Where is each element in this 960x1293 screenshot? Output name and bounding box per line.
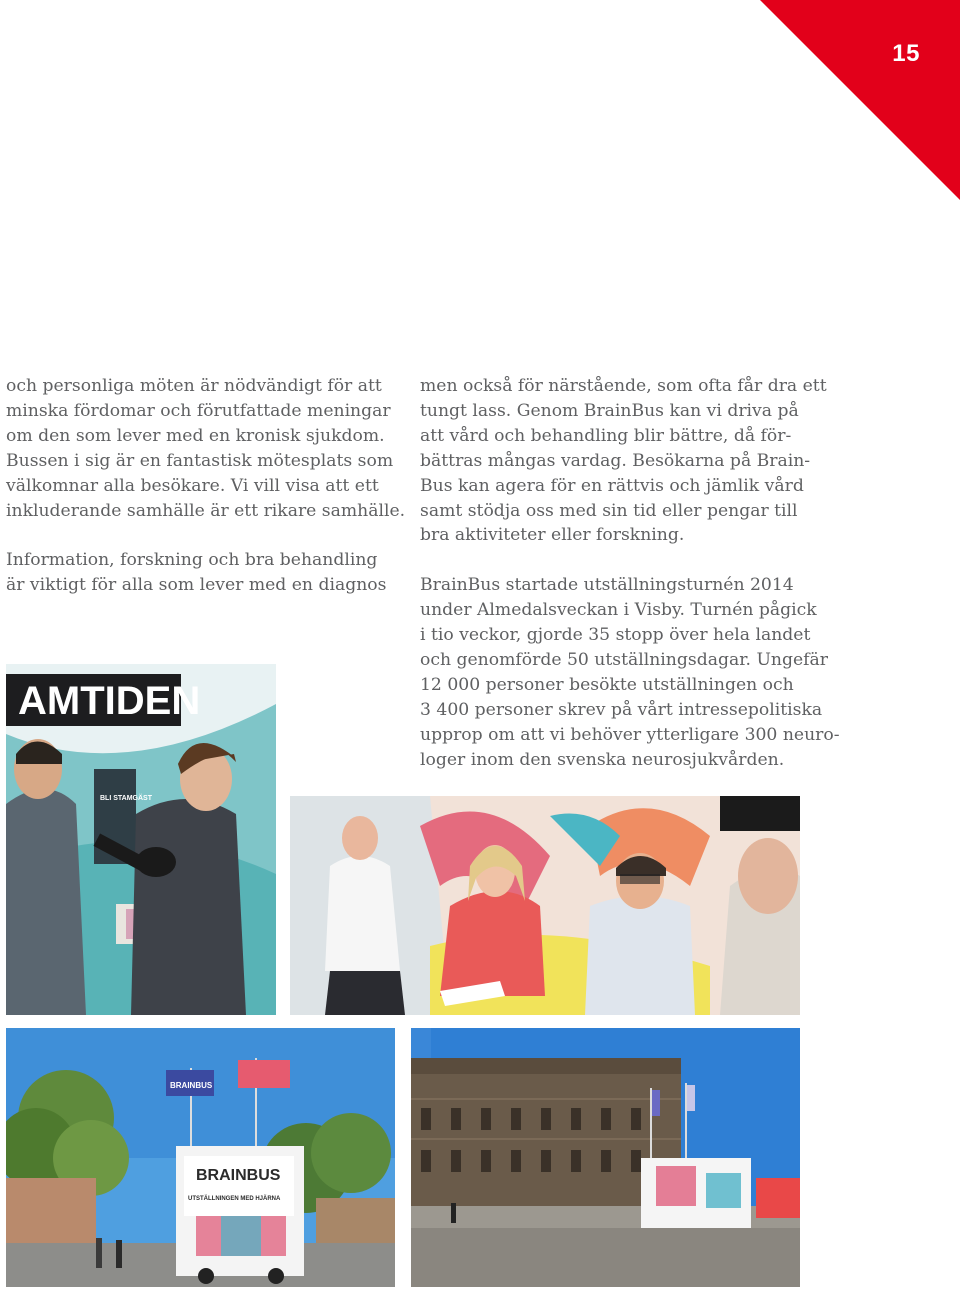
corner-accent xyxy=(760,0,960,200)
photo-bus-flags xyxy=(6,1028,395,1287)
right-text-column xyxy=(420,374,840,773)
left-paragraph-1 xyxy=(6,374,406,523)
text-line: men också för närstående, som ofta får dra ett xyxy=(420,376,827,396)
text-line: Bussen i sig är en fantastisk mötesplats som xyxy=(6,450,394,471)
text-line: loger inom den svenska neurosjukvården. xyxy=(420,749,785,770)
flag-text: BRAINBUS xyxy=(170,1081,213,1090)
text-line: är viktigt för alla som lever med en diagnos xyxy=(6,575,387,596)
text-line: Bus kan agera för en rättvis och jämlik vård xyxy=(420,475,804,496)
right-paragraph-2 xyxy=(420,573,840,772)
text-line: Information, forskning och bra behandling xyxy=(6,550,378,571)
corner-triangle xyxy=(760,0,960,200)
text-line: BrainBus startade utställningsturnén 2014 xyxy=(420,575,794,596)
text-line: bra aktiviteter eller forskning. xyxy=(420,525,685,546)
text-line: att vård och behandling blir bättre, då för- xyxy=(420,425,792,446)
text-line: tungt lass. Genom BrainBus kan vi driva på xyxy=(420,400,799,421)
photo-panel xyxy=(290,796,800,1015)
photo-bus-palace xyxy=(411,1028,800,1287)
text-line: och genomförde 50 utställningsdagar. Ungefär xyxy=(420,650,829,671)
text-line: och personliga möten är nödvändigt för att xyxy=(6,376,382,396)
left-text-column xyxy=(6,374,406,598)
sign-text: AMTIDEN xyxy=(18,679,201,723)
text-line: 3 400 personer skrev på vårt intressepolitiska xyxy=(420,699,823,720)
text-line: om den som lever med en kronisk sjukdom. xyxy=(6,425,385,446)
text-line: minska fördomar och förutfattade meningar xyxy=(6,400,391,421)
photo-interview xyxy=(6,664,276,1015)
text-line: 12 000 personer besökte utställningen och xyxy=(420,674,794,695)
text-line: inkluderande samhälle är ett rikare samhälle. xyxy=(6,500,406,521)
bus-subtitle-text: UTSTÄLLNINGEN MED HJÄRNA xyxy=(188,1196,281,1202)
right-paragraph-1 xyxy=(420,374,827,548)
text-line: upprop om att vi behöver ytterligare 300 neuro- xyxy=(420,724,840,745)
text-line: välkomnar alla besökare. Vi vill visa att ett xyxy=(6,475,379,496)
text-line: i tio veckor, gjorde 35 stopp över hela landet xyxy=(420,625,811,646)
text-line: bättras mångas vardag. Besökarna på Brain- xyxy=(420,450,811,471)
text-line: under Almedalsveckan i Visby. Turnén pågick xyxy=(420,600,817,621)
page-number: 15 xyxy=(892,40,920,67)
bus-logo-text: BRAINBUS xyxy=(196,1167,281,1184)
left-paragraph-2 xyxy=(6,548,396,598)
text-line: samt stödja oss med sin tid eller pengar till xyxy=(420,500,798,521)
poster-text: BLI STAMGÄST xyxy=(100,795,152,802)
